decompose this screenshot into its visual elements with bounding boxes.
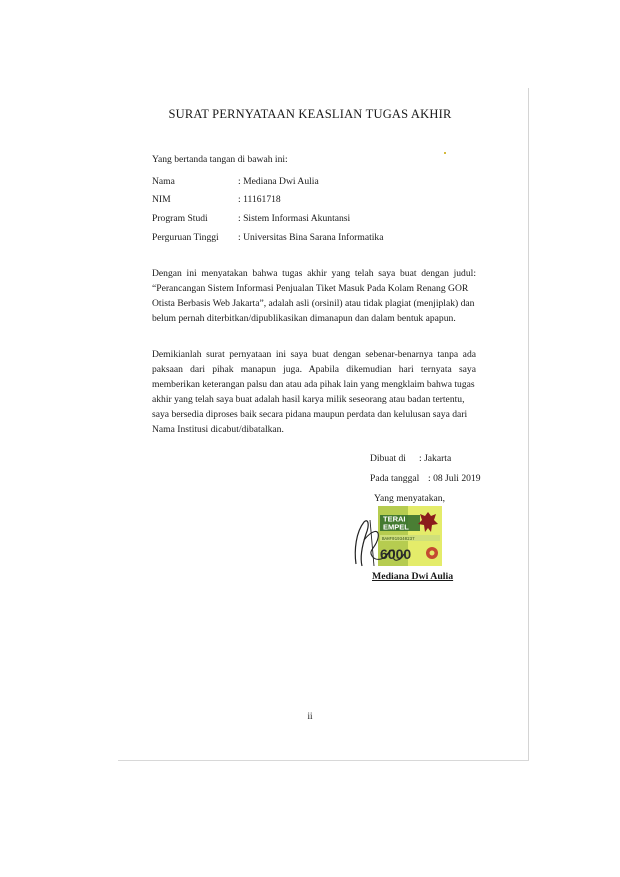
field-label-nim: NIM bbox=[152, 194, 171, 205]
field-value-perguruan-tinggi: : Universitas Bina Sarana Informatika bbox=[238, 232, 384, 243]
signer-name: Mediana Dwi Aulia bbox=[372, 571, 454, 582]
paragraph-line: “Perancangan Sistem Informasi Penjualan Tiket Masuk Pada Kolam Renang GOR bbox=[152, 283, 469, 294]
paragraph-line: belum pernah diterbitkan/dipublikasikan dimanapun dan dalam bentuk apapun. bbox=[152, 313, 456, 324]
date-label: Pada tanggal bbox=[370, 473, 420, 484]
stamp-line-2: EMPEL bbox=[383, 522, 409, 532]
paragraph-line: Nama Institusi dicabut/dibatalkan. bbox=[152, 424, 284, 435]
paragraph-line: Dengan ini menyatakan bahwa tugas akhir yang telah saya buat dengan judul: bbox=[152, 268, 476, 279]
paragraph-line: Otista Berbasis Web Jakarta”, adalah asli (orsinil) atau tidak plagiat (menjiplak) dan bbox=[152, 298, 475, 309]
page-number: ii bbox=[307, 711, 313, 721]
stamp-line-1: TERAI bbox=[383, 514, 406, 524]
field-value-program-studi: : Sistem Informasi Akuntansi bbox=[238, 213, 351, 224]
paragraph-line: memberikan keterangan palsu dan atau ada pihak lain yang mengklaim bahwa tugas bbox=[152, 379, 475, 390]
field-label-nama: Nama bbox=[152, 176, 175, 187]
place-label: Dibuat di bbox=[370, 453, 406, 464]
paragraph-closing bbox=[152, 347, 476, 437]
document-title: SURAT PERNYATAAN KEASLIAN TUGAS AKHIR bbox=[168, 107, 452, 121]
field-value-nim: : 11161718 bbox=[238, 194, 281, 205]
stamp-amount: 6000 bbox=[380, 546, 412, 562]
paragraph-line: paksaan dari pihak manapun juga. Apabila dikemudian hari ternyata saya bbox=[152, 364, 476, 375]
ink-speck bbox=[444, 152, 446, 154]
paragraph-statement bbox=[152, 266, 476, 326]
date-value: : 08 Juli 2019 bbox=[428, 473, 481, 484]
place-value: : Jakarta bbox=[419, 453, 452, 464]
stamp-serial: BAHF019340237 bbox=[382, 537, 415, 542]
handwritten-signature bbox=[350, 500, 460, 570]
page-edge-bottom bbox=[118, 760, 529, 761]
page-edge-right bbox=[528, 88, 529, 760]
field-value-nama: : Mediana Dwi Aulia bbox=[238, 176, 319, 187]
field-label-program-studi: Program Studi bbox=[152, 213, 208, 224]
intro-text: Yang bertanda tangan di bawah ini: bbox=[152, 154, 288, 165]
paragraph-line: Demikianlah surat pernyataan ini saya buat dengan sebenar-benarnya tanpa ada bbox=[152, 349, 476, 360]
paragraph-line: saya bersedia diproses baik secara pidana maupun perdata dan kelulusan saya dari bbox=[152, 409, 468, 420]
closing-text: Yang menyatakan, bbox=[374, 493, 445, 504]
paragraph-line: akhir yang telah saya buat adalah hasil karya milik seseorang atau badan tertentu, bbox=[152, 394, 465, 405]
field-label-perguruan-tinggi: Perguruan Tinggi bbox=[152, 232, 219, 243]
